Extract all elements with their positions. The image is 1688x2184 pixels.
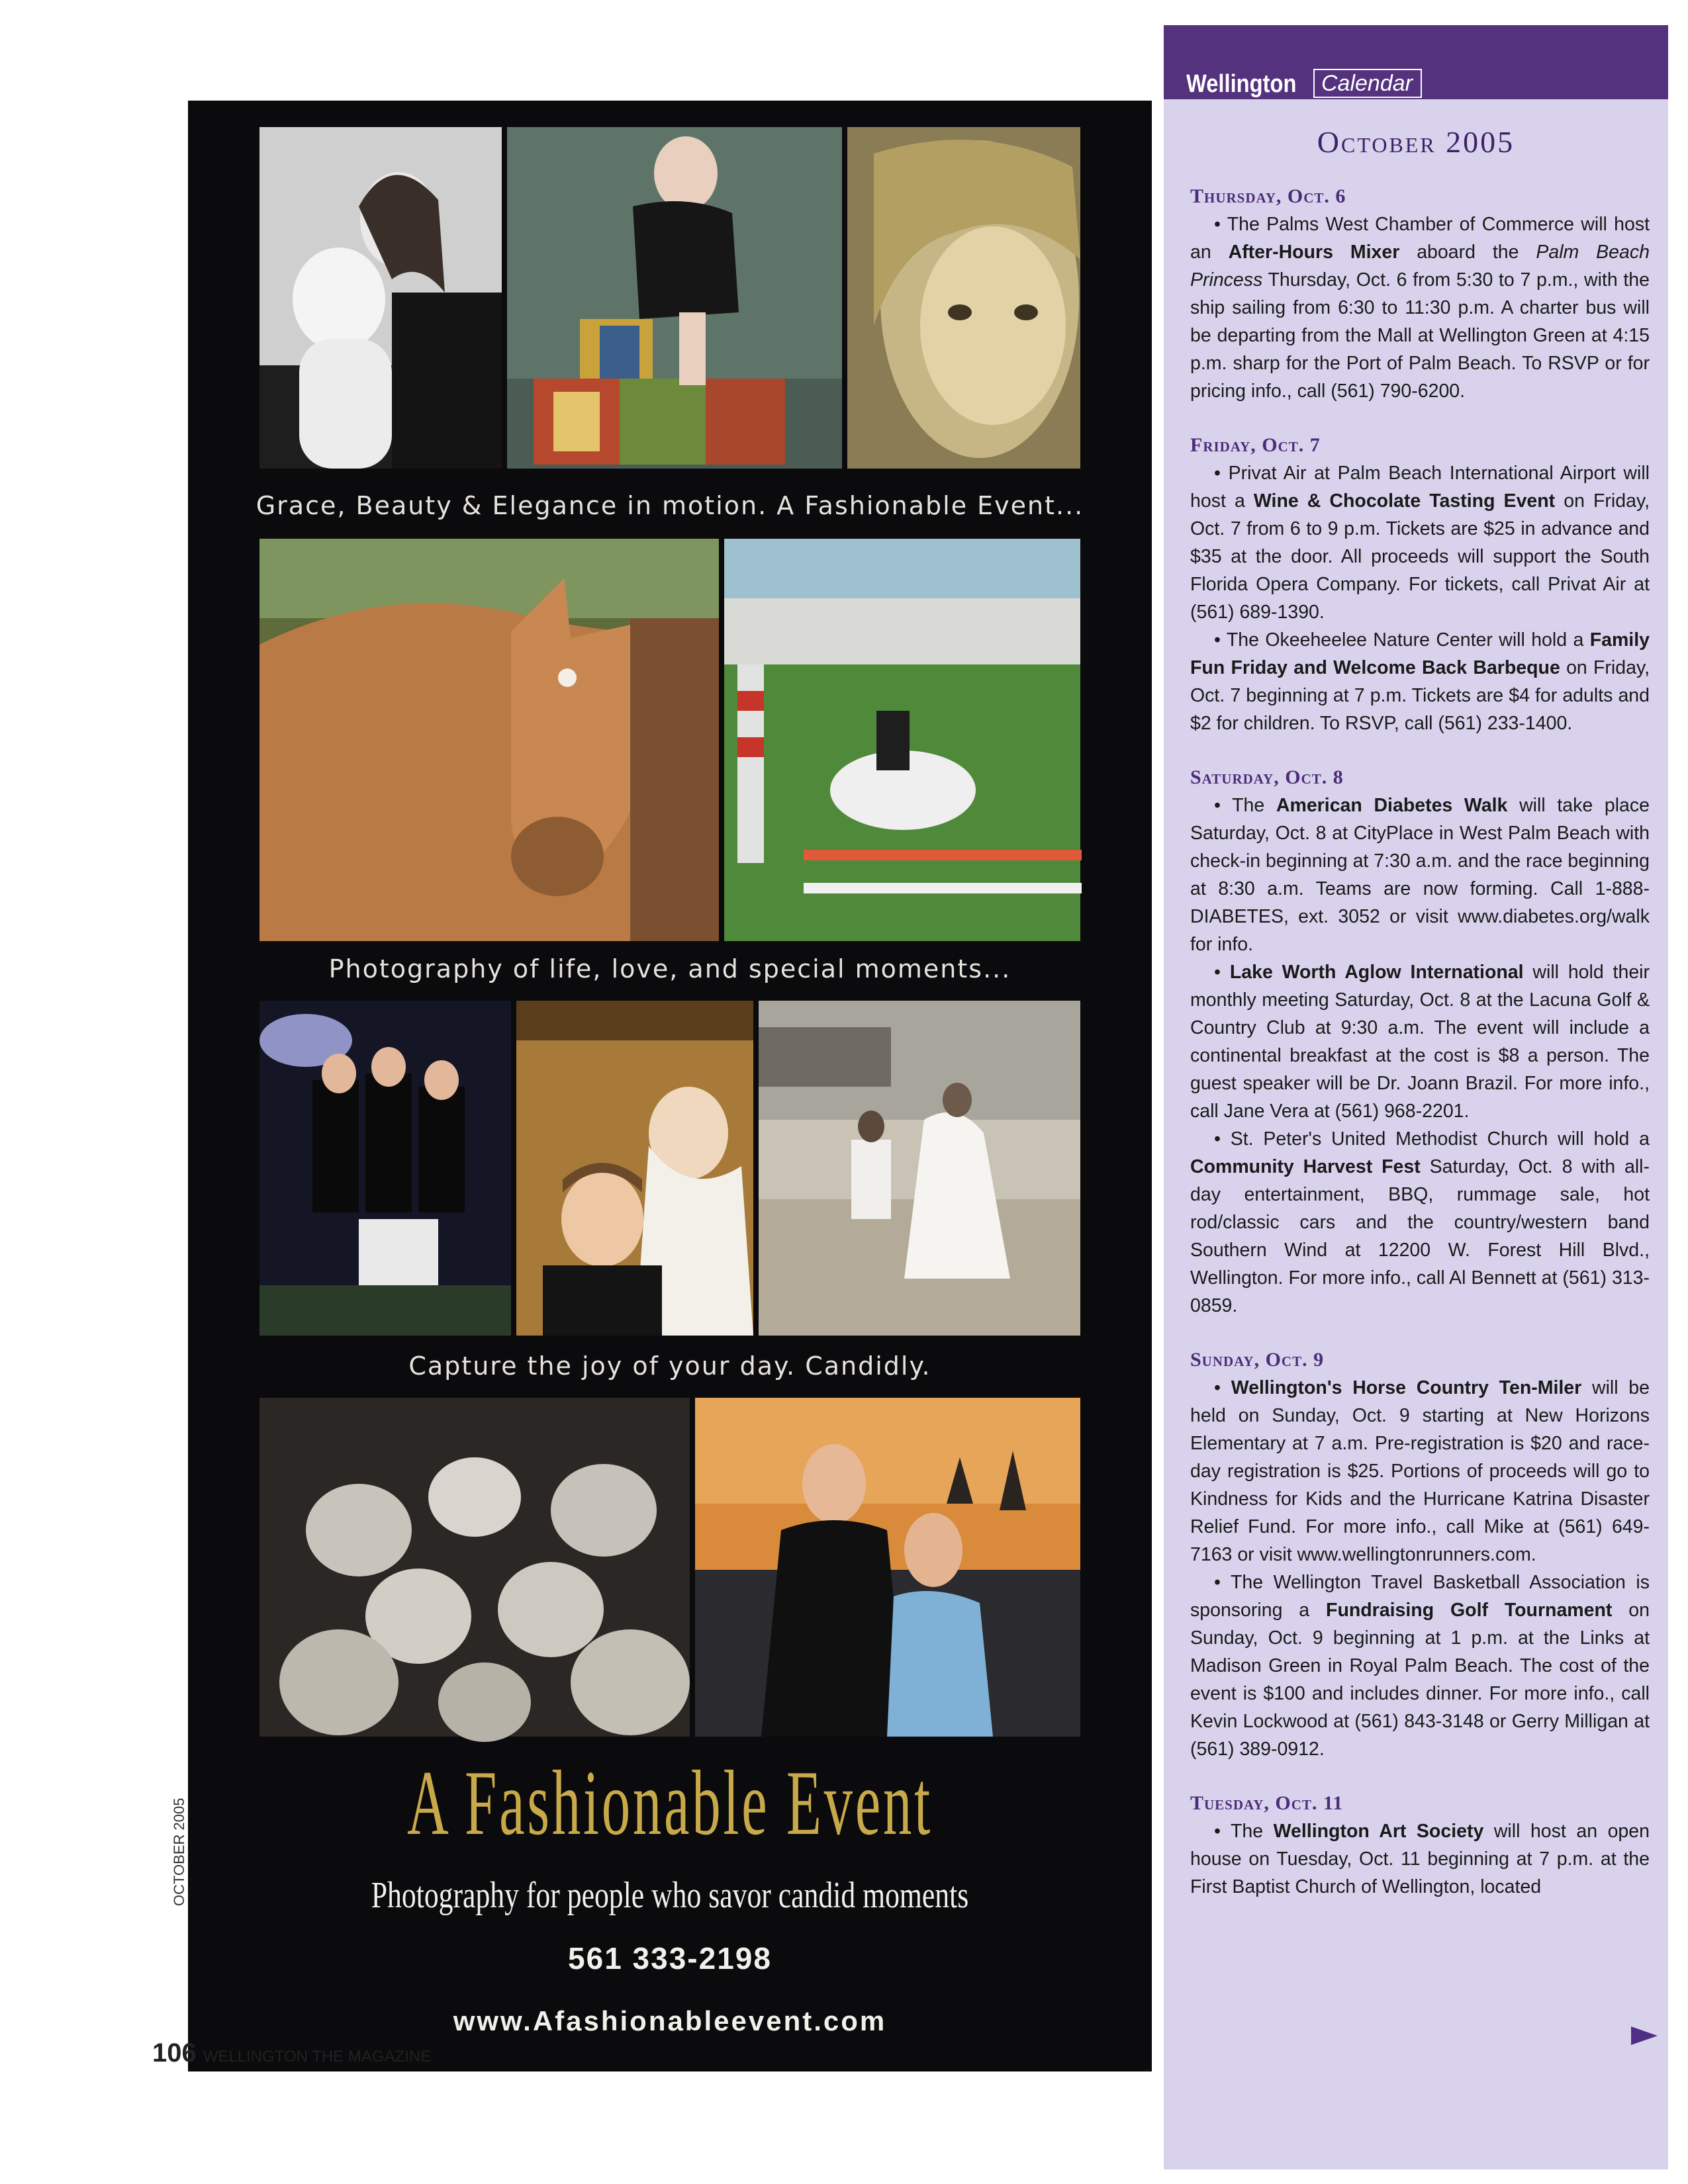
photo-group-huddle xyxy=(259,1398,690,1737)
photo-horse xyxy=(259,539,719,941)
photography-advertisement xyxy=(188,101,1152,2071)
day-heading: Saturday, Oct. 8 xyxy=(1190,766,1344,788)
calendar-listings xyxy=(1190,183,1650,1927)
folio-date: OCTOBER 2005 xyxy=(171,1797,187,1906)
page-footer xyxy=(152,2038,431,2068)
header-calendar: Calendar xyxy=(1313,69,1422,98)
event-listing: • The Wellington Art Society will host an open house on Tuesday, Oct. 11 beginning at 7 p.m. at the First Baptist Church of Wellington, located xyxy=(1190,1821,1650,1897)
calendar-day xyxy=(1190,183,1650,405)
photo-party-group xyxy=(259,1001,511,1336)
event-listing: • Privat Air at Palm Beach International Airport will host a Wine & Chocolate Tasting Event on Friday, Oct. 7 from 6 to 9 p.m. Tickets are $25 in advance and $35 at the door. All proceeds will support the South Florida Opera Company. For tickets, call Privat Air at (561) 689-1390. xyxy=(1190,463,1650,623)
page-number: 106 xyxy=(152,2038,197,2068)
calendar-day xyxy=(1190,432,1650,737)
calendar-day xyxy=(1190,1346,1650,1763)
event-listing: • The Wellington Travel Basketball Association is sponsoring a Fundraising Golf Tournament on Sunday, Oct. 9 beginning at 1 p.m. at the Links at Madison Green in Royal Palm Beach. The cost of the event is $100 and includes dinner. For more info., call Kevin Lockwood at (561) 843-3148 or Gerry Milligan at (561) 389-0912. xyxy=(1190,1572,1650,1760)
photo-couple-at-sunset xyxy=(695,1398,1080,1737)
calendar-day xyxy=(1190,764,1650,1320)
photo-mother-and-baby xyxy=(259,127,502,469)
calendar-header xyxy=(1164,25,1668,99)
photo-show-jumping xyxy=(724,539,1080,941)
calendar-day xyxy=(1190,1790,1650,1901)
event-listing: • The American Diabetes Walk will take place Saturday, Oct. 8 at CityPlace in West Palm Beach with check-in beginning at 7:30 a.m. and the race beginning at 8:30 a.m. Teams are now forming. Call 1-888-DIABETES, ext. 3052 or visit www.diabetes.org/walk for info. xyxy=(1190,795,1650,955)
ad-website: www.Afashionableevent.com xyxy=(453,2005,887,2036)
ad-phone: 561 333-2198 xyxy=(568,1941,772,1976)
calendar-sidebar xyxy=(1164,25,1668,2169)
day-heading: Tuesday, Oct. 11 xyxy=(1190,1792,1344,1814)
ad-caption-3: Capture the joy of your day. Candidly. xyxy=(408,1351,931,1381)
day-heading: Thursday, Oct. 6 xyxy=(1190,185,1346,207)
continue-arrow-icon xyxy=(1631,2026,1658,2045)
header-wellington: Wellington xyxy=(1186,70,1297,98)
event-listing: • Lake Worth Aglow International will hold their monthly meeting Saturday, Oct. 8 at the Lacuna Golf & Country Club at 9:30 a.m. The event will include a continental breakfast at the cost is $8 a person. The guest speaker will be Dr. Joann Brazil. For more info., call Jane Vera at (561) 968-2201. xyxy=(1190,962,1650,1122)
event-listing: • Wellington's Horse Country Ten-Miler will be held on Sunday, Oct. 9 starting at New Horizons Elementary at 7 a.m. Pre-registration is $20 and race-day registration is $25. Portions of proceeds will go to Kindness for Kids and the Hurricane Katrina Disaster Relief Fund. For more info., call Mike at (561) 649-7163 or visit www.wellingtonrunners.com. xyxy=(1190,1377,1650,1565)
ad-title: A Fashionable Event xyxy=(407,1752,933,1854)
ad-caption-1: Grace, Beauty & Elegance in motion. A Fashionable Event... xyxy=(256,491,1084,520)
event-listing: • The Palms West Chamber of Commerce will host an After-Hours Mixer aboard the Palm Beach Princess Thursday, Oct. 6 from 5:30 to 7 p.m., with the ship sailing from 6:30 to 11:30 p.m. A charter bus will be departing from the Mall at Wellington Green at 4:15 p.m. sharp for the Port of Palm Beach. To RSVP or for pricing info., call (561) 790-6200. xyxy=(1190,214,1650,402)
photo-bride-and-groom xyxy=(516,1001,753,1336)
ad-subtitle: Photography for people who savor candid moments xyxy=(371,1875,969,1916)
day-heading: Friday, Oct. 7 xyxy=(1190,434,1321,456)
photo-bride-on-beach xyxy=(759,1001,1080,1336)
photo-child-portrait xyxy=(847,127,1080,469)
photo-toddler-on-blocks xyxy=(507,127,842,469)
ad-caption-2: Photography of life, love, and special moments... xyxy=(328,954,1011,983)
month-heading: October 2005 xyxy=(1317,125,1515,159)
magazine-name: WELLINGTON THE MAGAZINE xyxy=(203,2048,432,2066)
event-listing: • St. Peter's United Methodist Church will hold a Community Harvest Fest Saturday, Oct. 8 with all-day entertainment, BBQ, rummage sale, hot rod/classic cars and the country/western band Southern Wind at 12200 W. Forest Hill Blvd., Wellington. For more info., call Al Bennett at (561) 313-0859. xyxy=(1190,1128,1650,1316)
day-heading: Sunday, Oct. 9 xyxy=(1190,1349,1325,1371)
event-listing: • The Okeeheelee Nature Center will hold a Family Fun Friday and Welcome Back Barbeque on Friday, Oct. 7 beginning at 7 p.m. Tickets are $4 for adults and $2 for children. To RSVP, call (561) 233-1400. xyxy=(1190,629,1650,734)
